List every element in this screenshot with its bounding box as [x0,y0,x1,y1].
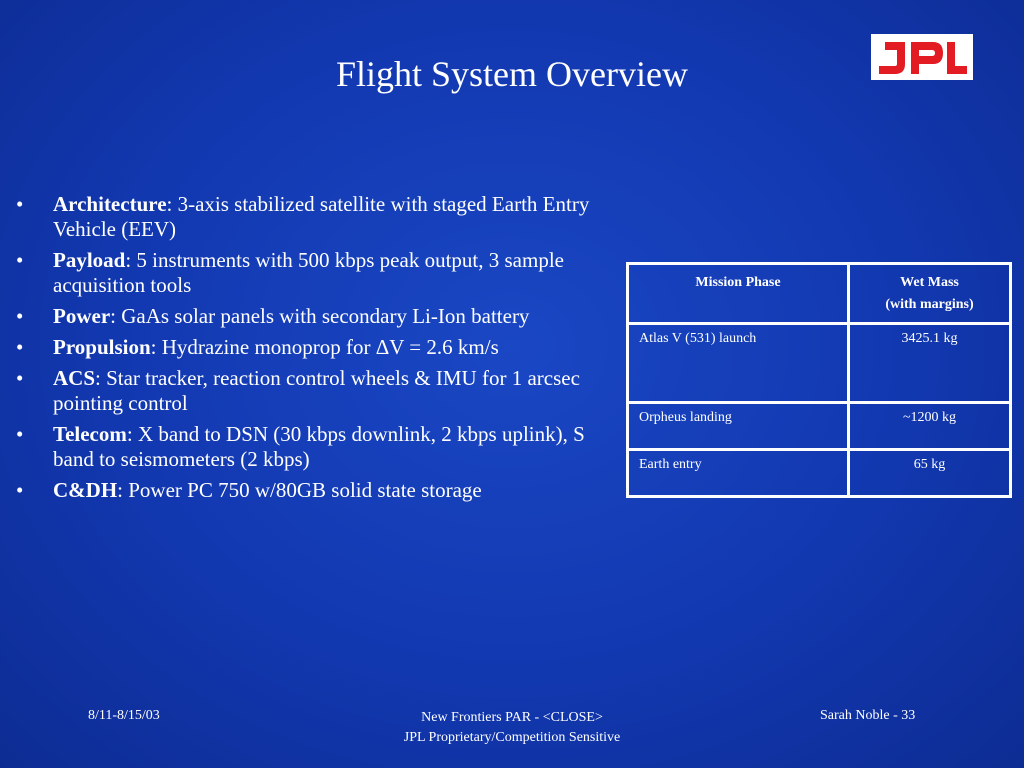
bullet-payload [16,248,616,298]
footer-center-line2: JPL Proprietary/Competition Sensitive [403,730,621,745]
bullet-text: : 3-axis stabilized satellite with staged Earth Entry Vehicle (EEV) [53,192,590,241]
phase-cell: Orpheus landing [628,403,849,450]
bullet-text: : Hydrazine monoprop for ΔV = 2.6 km/s [150,335,499,359]
bullet-text: : GaAs solar panels with secondary Li-Ion battery [110,304,530,328]
bullet-telecom [16,422,616,472]
bullet-dot: • [16,192,24,216]
header-wet-mass-line1: Wet Mass [900,275,959,290]
bullet-text: : Power PC 750 w/80GB solid state storage [117,478,482,502]
bullet-dot: • [16,366,24,390]
bullet-dot: • [16,335,24,359]
table-row [628,403,1011,450]
bullet-dot: • [16,478,24,502]
bullet-label: Payload [53,248,126,272]
mass-cell: 65 kg [849,450,1011,497]
table-row [628,324,1011,403]
header-wet-mass [849,264,1011,324]
bullet-text: : X band to DSN (30 kbps downlink, 2 kbps uplink), S band to seismometers (2 kbps) [53,422,585,471]
bullet-cdh [16,478,616,503]
header-wet-mass-line2: (with margins) [885,297,974,312]
bullet-label: ACS [53,366,96,390]
mass-cell: ~1200 kg [849,403,1011,450]
bullet-dot: • [16,422,24,446]
bullet-acs [16,366,616,416]
phase-cell: Earth entry [628,450,849,497]
bullet-label: Telecom [53,422,127,446]
jpl-logo-icon [871,34,973,80]
bullet-label: C&DH [53,478,118,502]
footer-date: 8/11-8/15/03 [88,708,160,723]
bullet-list [16,192,616,509]
bullet-label: Propulsion [53,335,151,359]
bullet-power [16,304,616,329]
table-header-row [628,264,1011,324]
bullet-propulsion [16,335,616,360]
bullet-label: Power [53,304,111,328]
bullet-text: : 5 instruments with 500 kbps peak output, 3 sample acquisition tools [53,248,564,297]
jpl-logo [871,34,973,80]
footer-author-page: Sarah Noble - 33 [820,708,916,723]
mass-cell: 3425.1 kg [849,324,1011,403]
bullet-label: Architecture [53,192,167,216]
bullet-dot: • [16,248,24,272]
slide-title: Flight System Overview [336,54,688,94]
footer-center [312,708,712,748]
footer-center-line1: New Frontiers PAR - <CLOSE> [421,710,603,725]
mass-table [626,262,1012,498]
phase-cell: Atlas V (531) launch [628,324,849,403]
table-row [628,450,1011,497]
bullet-text: : Star tracker, reaction control wheels & IMU for 1 arcsec pointing control [53,366,580,415]
bullet-dot: • [16,304,24,328]
bullet-architecture [16,192,616,242]
header-mission-phase: Mission Phase [628,264,849,324]
